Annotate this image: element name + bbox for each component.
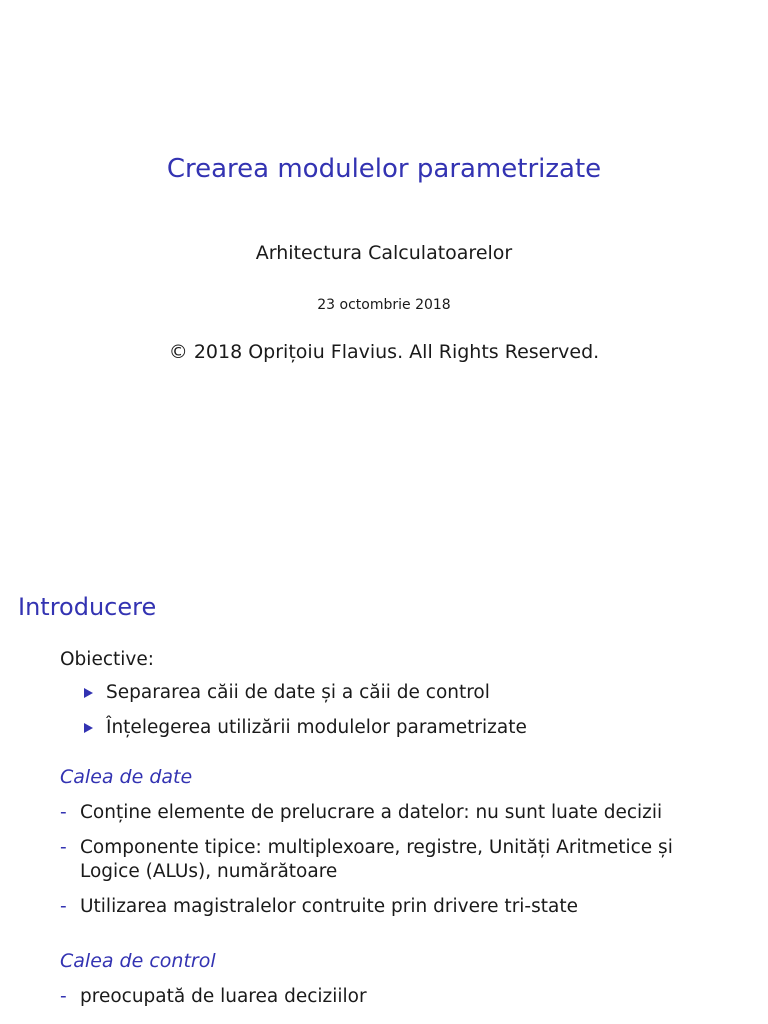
datapath-block-title: Calea de date: [60, 766, 193, 788]
dash-bullet-icon: -: [60, 986, 67, 1007]
objective-text: Separarea căii de date și a căii de control: [106, 682, 490, 703]
presentation-title: Crearea modulelor parametrizate: [166, 154, 602, 184]
datapath-item-text: Utilizarea magistralelor contruite prin drivere tri-state: [80, 896, 578, 917]
copyright-notice: © 2018 Oprițoiu Flavius. All Rights Reserved.: [168, 341, 600, 363]
triangle-bullet-icon: [84, 723, 93, 733]
presentation-date: 23 octombrie 2018: [317, 297, 451, 313]
objectives-label: Obiective:: [60, 649, 154, 670]
datapath-item: [58, 801, 738, 825]
controlpath-list: [58, 985, 738, 1020]
datapath-item-text: Componente tipice: multiplexoare, registre, Unități Aritmetice și Logice (ALUs), numărătoare: [80, 837, 673, 882]
datapath-item: [58, 836, 738, 884]
objective-item: [82, 716, 527, 740]
triangle-bullet-icon: [84, 688, 93, 698]
dash-bullet-icon: -: [60, 802, 67, 823]
controlpath-item: [58, 985, 738, 1009]
controlpath-block-title: Calea de control: [60, 950, 216, 972]
controlpath-item-text: preocupată de luarea deciziilor: [80, 986, 367, 1007]
objectives-list: [82, 681, 527, 751]
dash-bullet-icon: -: [60, 896, 67, 917]
objective-item: [82, 681, 527, 705]
frame-title: Introducere: [18, 593, 157, 621]
datapath-item: [58, 895, 738, 919]
dash-bullet-icon: -: [60, 837, 67, 858]
content-slide: [0, 576, 768, 1024]
datapath-item-text: Conține elemente de prelucrare a datelor: nu sunt luate decizii: [80, 802, 663, 823]
objective-text: Înțelegerea utilizării modulelor parametrizate: [106, 717, 527, 738]
presentation-subtitle: Arhitectura Calculatoarelor: [255, 242, 513, 264]
datapath-list: [58, 801, 738, 930]
